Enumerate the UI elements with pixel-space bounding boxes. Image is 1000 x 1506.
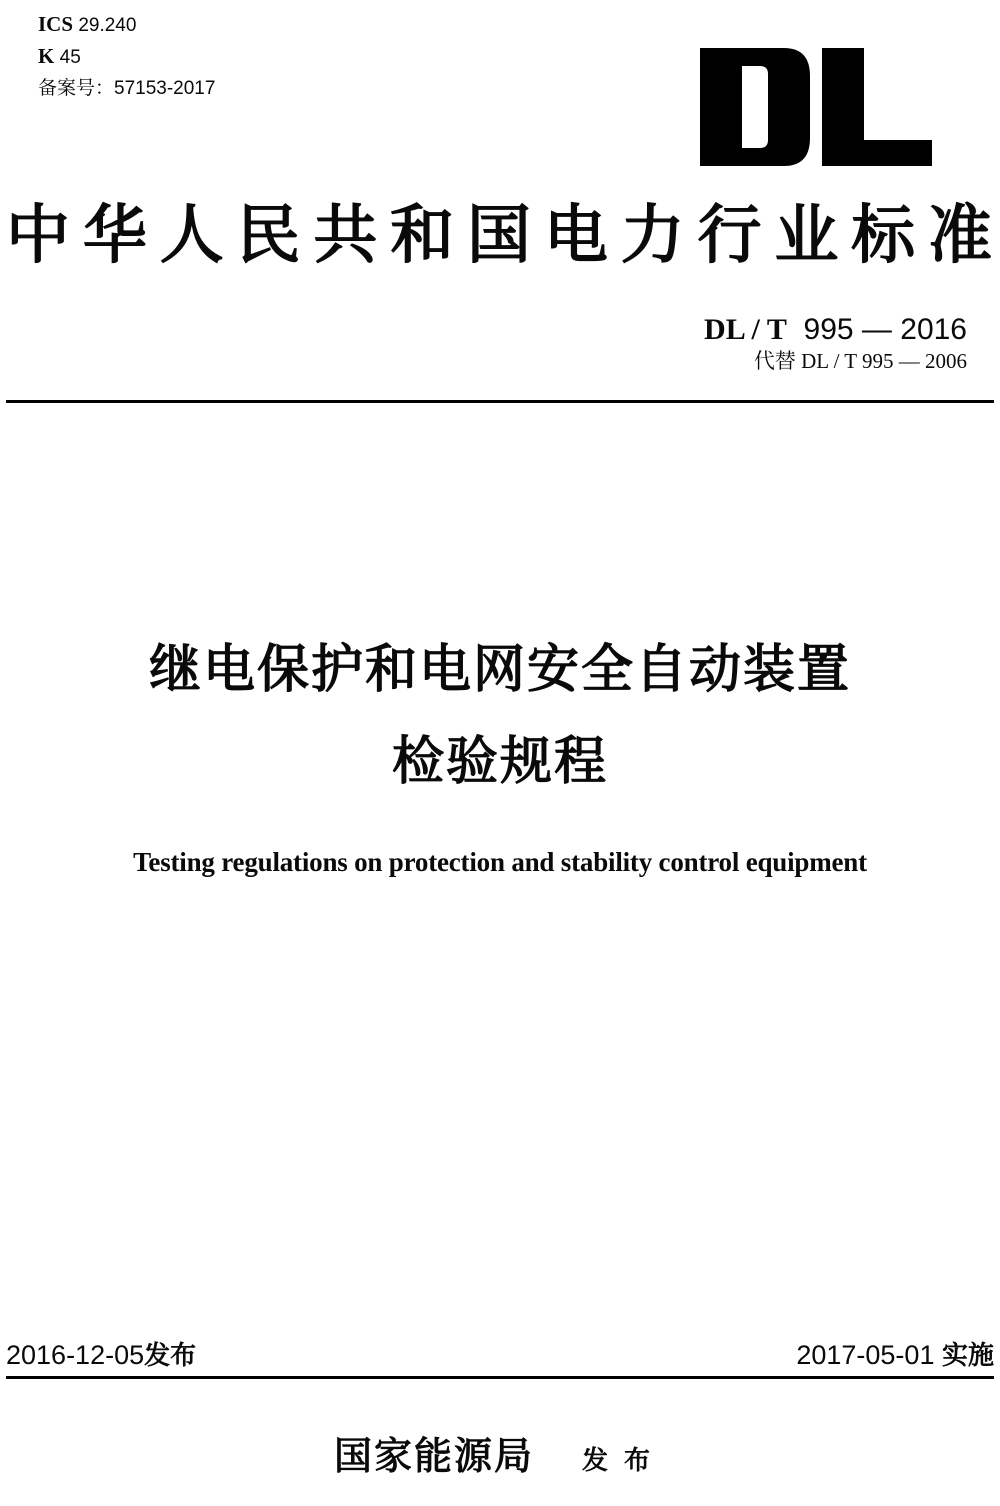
record-number [38,78,215,100]
record-value: 57153-2017 [114,78,216,99]
issuer-action: 发布 [582,1446,667,1476]
ccs-label: K [38,44,55,68]
ics-code: 29.240 [78,15,137,36]
document-title-en: Testing regulations on protection and stability control equipment [133,847,867,877]
implementation-date-value: 2017-05-01 [796,1340,935,1370]
document-title-cn-line2: 检验规程 [391,732,608,792]
bottom-divider [6,1376,994,1379]
document-title-cn-line1: 继电保护和电网安全自动装置 [148,640,851,700]
industry-standard-header: 中华人民共和国电力行业标准 [6,198,994,273]
dl-logo-icon [698,46,934,168]
dl-logo [698,46,934,168]
record-label: 备案号： [38,78,115,99]
issuer [0,1432,1000,1485]
ics-classification [38,13,136,37]
top-divider [6,400,994,403]
replaces-standard: 代替 DL / T 995 — 2006 [753,349,967,373]
implementation-date-label: 实施 [941,1341,994,1371]
ccs-code: 45 [59,47,81,68]
standard-prefix: DL / T [704,313,787,346]
issuer-name: 国家能源局 [333,1433,534,1478]
issue-date-label: 发布 [144,1341,197,1371]
implementation-date [796,1338,994,1373]
ccs-classification [38,45,81,69]
standard-number [704,313,967,347]
issue-date-value: 2016-12-05 [6,1340,145,1370]
ics-label: ICS [38,12,74,36]
issue-date [6,1338,196,1373]
standard-code: 995 — 2016 [803,313,967,346]
